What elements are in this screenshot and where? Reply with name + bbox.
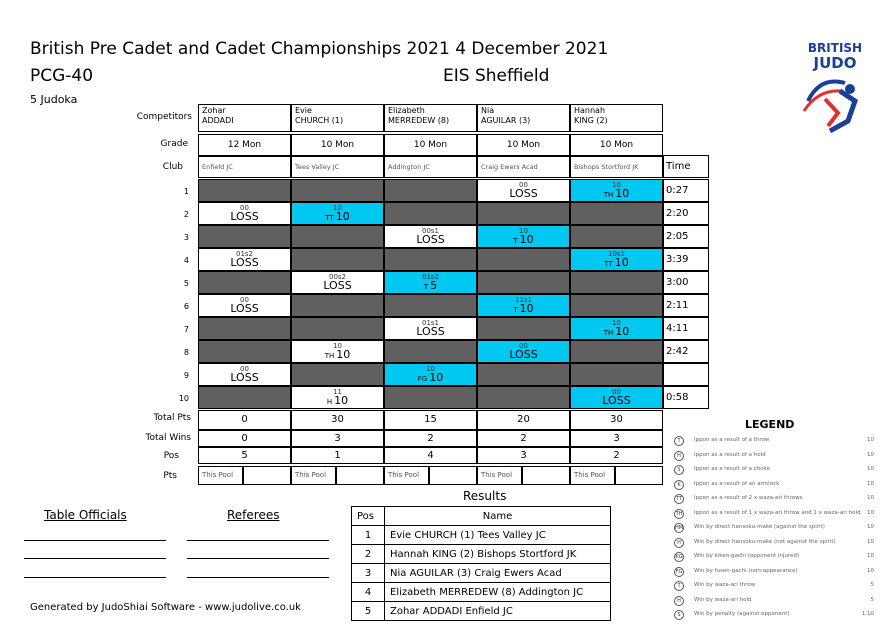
legend-list (674, 436, 874, 625)
legend-text: Ippon as a result of a hold (694, 451, 766, 458)
legend-code-icon: S (674, 610, 684, 620)
legend-text: Ippon as a result of a choke (694, 466, 771, 472)
match-score: 10 (426, 365, 435, 373)
legend-points: 10 (867, 538, 874, 545)
position: 3 (477, 447, 570, 464)
results-table (351, 506, 611, 621)
win-type-icon: H (326, 398, 333, 406)
match-result-value: 10 (335, 210, 350, 223)
match-score: 10 (612, 181, 621, 189)
match-cell (570, 363, 663, 386)
round-number: 7 (183, 325, 189, 334)
match-result-value: 10 (615, 325, 630, 338)
result-name: Zohar ADDADI Enfield JC (385, 602, 611, 621)
match-cell (477, 271, 570, 294)
competitor-last-name: ADDADI (202, 116, 234, 125)
match-cell (291, 294, 384, 317)
legend-points: 10 (867, 451, 874, 458)
legend-points: 10 (867, 553, 874, 559)
signature-line (187, 558, 329, 559)
match-result-value: LOSS (416, 233, 445, 246)
match-score: 01s1 (421, 319, 439, 327)
match-cell (384, 386, 477, 409)
match-result (199, 371, 290, 384)
match-result-value: LOSS (509, 187, 538, 200)
round-number: 5 (183, 279, 189, 288)
legend-points: 10 (867, 495, 874, 501)
pool-points-blank (522, 466, 570, 485)
logo-text-1: BRITISH (807, 41, 863, 55)
total-wins: 3 (291, 430, 384, 447)
competitor-last-name: AGUILAR (3) (481, 116, 531, 125)
label-club: Club (162, 162, 183, 172)
match-cell (198, 317, 291, 340)
competitor-grade: 10 Mon (570, 134, 663, 156)
match-result (478, 302, 569, 315)
judo-figure-icon (800, 71, 870, 141)
logo-text-2: JUDO (813, 54, 857, 72)
match-cell (570, 340, 663, 363)
venue-label: EIS Sheffield (443, 66, 550, 86)
legend-points: 10 (867, 466, 874, 472)
match-cell (384, 340, 477, 363)
competitor-club: Addington JC (384, 156, 477, 178)
round-number: 8 (183, 348, 189, 357)
legend-item (674, 465, 874, 480)
label-grade: Grade (160, 139, 188, 149)
match-cell (291, 271, 384, 294)
judoka-count: 5 Judoka (30, 93, 78, 106)
win-type-icon: T (513, 306, 518, 314)
match-result (292, 348, 383, 361)
win-type-icon: TT (604, 260, 613, 268)
legend-title: LEGEND (745, 418, 795, 431)
match-result-value: 10 (519, 233, 534, 246)
round-number: 9 (183, 371, 189, 380)
result-name: Evie CHURCH (1) Tees Valley JC (385, 526, 611, 545)
total-wins: 2 (384, 430, 477, 447)
match-cell (477, 179, 570, 202)
competitor-grade: 10 Mon (384, 134, 477, 156)
legend-text: Win by waza-ari hold (694, 596, 752, 603)
result-pos: 3 (352, 564, 385, 583)
round-number: 10 (178, 394, 189, 403)
legend-code-icon: H (674, 596, 684, 606)
match-score: 00s2 (328, 273, 346, 281)
competitor-first-name: Zohar (202, 106, 226, 115)
match-cell (291, 386, 384, 409)
match-score: 10 (333, 342, 342, 350)
pool-points: This Pool (570, 466, 615, 485)
legend-code-icon: H (674, 538, 684, 548)
legend-text: Win by waza-ari throw (694, 582, 756, 588)
pool-points: This Pool (384, 466, 429, 485)
legend-text: Win by fusen-gachi (non-appearance) (694, 567, 798, 574)
results-title: Results (463, 489, 507, 503)
result-pos: 2 (352, 545, 385, 564)
competitor-club: Bishops Stortford JK (570, 156, 663, 178)
match-cell (198, 363, 291, 386)
match-cell (291, 363, 384, 386)
position: 4 (384, 447, 477, 464)
pool-points-blank (615, 466, 663, 485)
match-time: 2:11 (663, 294, 709, 317)
match-time (663, 363, 709, 386)
match-time: 4:11 (663, 317, 709, 340)
legend-points: 5 (870, 596, 874, 603)
match-time: 2:20 (663, 202, 709, 225)
legend-code-icon: T (674, 581, 684, 591)
competitor-header (570, 104, 663, 132)
match-score: 00 (240, 365, 249, 373)
match-cell (384, 294, 477, 317)
legend-item (674, 523, 874, 538)
round-number: 6 (183, 302, 189, 311)
legend-points: 10 (867, 524, 874, 530)
results-row (352, 545, 611, 564)
match-cell (291, 340, 384, 363)
match-result (571, 325, 662, 338)
legend-item (674, 451, 874, 466)
match-result (199, 302, 290, 315)
match-result-value: LOSS (602, 394, 631, 407)
match-score: 11 (333, 388, 342, 396)
match-cell (477, 225, 570, 248)
total-points: 30 (291, 410, 384, 430)
legend-item (674, 436, 874, 451)
legend-code-icon: TT (675, 496, 683, 502)
competitor-last-name: MERREDEW (8) (388, 116, 450, 125)
match-score: 00 (519, 342, 528, 350)
position: 2 (570, 447, 663, 464)
legend-code-icon: KG (675, 554, 683, 560)
legend-code-icon: K (674, 480, 684, 490)
win-type-icon: FG (417, 375, 428, 383)
match-result (292, 394, 383, 407)
legend-item (674, 494, 874, 509)
match-cell (384, 202, 477, 225)
label-pos: Pos (163, 451, 179, 461)
match-cell (477, 202, 570, 225)
competitor-header (477, 104, 570, 132)
results-col-name: Name (385, 507, 611, 526)
results-row (352, 602, 611, 621)
label-pts: Pts (163, 471, 177, 481)
british-judo-logo (800, 42, 870, 142)
match-score: 10s1 (607, 250, 625, 258)
match-result (199, 210, 290, 223)
legend-code-icon: FG (675, 568, 683, 575)
results-row (352, 583, 611, 602)
win-type-icon: T (513, 237, 518, 245)
match-cell (198, 386, 291, 409)
result-name: Hannah KING (2) Bishops Stortford JK (385, 545, 611, 564)
match-cell (198, 248, 291, 271)
pool-points-blank (336, 466, 384, 485)
match-score: 00s1 (421, 227, 439, 235)
match-cell (384, 179, 477, 202)
pool-points: This Pool (291, 466, 336, 485)
results-row (352, 526, 611, 545)
win-type-icon: TH (603, 329, 614, 337)
match-result (292, 210, 383, 223)
match-cell (477, 363, 570, 386)
referees-label: Referees (227, 508, 280, 522)
match-cell (570, 248, 663, 271)
match-score: 00 (612, 388, 621, 396)
match-cell (291, 202, 384, 225)
match-cell (570, 294, 663, 317)
match-cell (570, 317, 663, 340)
legend-text: Ippon as a result of 1 x waza-ari throw and 1 x waza-ari hold (694, 509, 861, 516)
label-competitors: Competitors (136, 112, 192, 122)
signature-line (24, 558, 166, 559)
match-cell (384, 225, 477, 248)
result-pos: 4 (352, 583, 385, 602)
competitor-last-name: CHURCH (1) (295, 116, 344, 125)
total-wins: 2 (477, 430, 570, 447)
results-header-row (352, 507, 611, 526)
signature-line (187, 577, 329, 578)
pool-points: This Pool (198, 466, 243, 485)
match-result (199, 256, 290, 269)
legend-points: 10 (867, 480, 874, 487)
match-result-value: 10 (334, 394, 349, 407)
match-result-value: 10 (614, 256, 629, 269)
match-cell (570, 386, 663, 409)
round-number: 4 (183, 256, 189, 265)
legend-item (674, 610, 874, 625)
match-score: 01s2 (235, 250, 253, 258)
match-result-value: LOSS (230, 256, 259, 269)
legend-item (674, 509, 874, 524)
legend-code-icon: S (674, 465, 684, 475)
match-cell (477, 248, 570, 271)
legend-text: Win by kiken-gachi (opponent injured) (694, 553, 800, 559)
competitor-header (291, 104, 384, 132)
match-cell (291, 248, 384, 271)
match-cell (384, 271, 477, 294)
competitor-last-name: KING (2) (574, 116, 608, 125)
legend-points: 1,10 (861, 611, 874, 617)
pool-points: This Pool (477, 466, 522, 485)
label-total-pts: Total Pts (153, 413, 191, 423)
legend-item (674, 581, 874, 596)
match-score: 00 (519, 181, 528, 189)
legend-points: 10 (867, 437, 874, 443)
match-result-value: LOSS (230, 371, 259, 384)
match-score: 00 (240, 296, 249, 304)
position: 1 (291, 447, 384, 464)
signature-line (24, 540, 166, 541)
legend-points: 10 (867, 567, 874, 574)
match-result-value: 5 (430, 279, 438, 292)
match-result (571, 187, 662, 200)
pool-points-blank (429, 466, 477, 485)
match-score: 11s1 (514, 296, 532, 304)
result-name: Elizabeth MERREDEW (8) Addington JC (385, 583, 611, 602)
legend-points: 10 (867, 509, 874, 516)
legend-text: Win by direct hansoku-make (not against the spirit) (694, 538, 836, 545)
match-score: 10 (519, 227, 528, 235)
match-cell (384, 317, 477, 340)
match-result-value: 10 (519, 302, 534, 315)
legend-item (674, 596, 874, 611)
win-type-icon: TH (603, 191, 614, 199)
competitor-club: Tees Valley JC (291, 156, 384, 178)
signature-line (187, 540, 329, 541)
match-cell (384, 363, 477, 386)
total-wins: 0 (198, 430, 291, 447)
match-cell (198, 340, 291, 363)
match-cell (570, 202, 663, 225)
legend-item (674, 567, 874, 582)
legend-text: Ippon as a result of an armlock (694, 480, 780, 487)
match-cell (570, 225, 663, 248)
legend-code-icon: T (674, 436, 684, 446)
footer-text: Generated by JudoShiai Software - www.judolive.co.uk (30, 602, 301, 613)
legend-code-icon: HM (675, 525, 684, 531)
match-cell (198, 202, 291, 225)
match-time: 0:58 (663, 386, 709, 409)
total-points: 30 (570, 410, 663, 430)
round-number: 3 (183, 233, 189, 242)
label-total-wins: Total Wins (145, 433, 191, 443)
match-time: 3:39 (663, 248, 709, 271)
competitor-header (198, 104, 291, 132)
round-number: 2 (183, 210, 189, 219)
match-cell (570, 271, 663, 294)
match-score: 01s2 (421, 273, 439, 281)
match-result-value: LOSS (416, 325, 445, 338)
match-cell (477, 294, 570, 317)
total-points: 15 (384, 410, 477, 430)
match-cell (477, 340, 570, 363)
match-result (571, 256, 662, 269)
match-cell (291, 317, 384, 340)
legend-text: Ippon as a result of 2 x waza-ari throws (694, 495, 803, 501)
result-pos: 5 (352, 602, 385, 621)
win-type-icon: TH (324, 352, 335, 360)
match-result-value: 10 (615, 187, 630, 200)
results-row (352, 564, 611, 583)
match-time: 2:42 (663, 340, 709, 363)
match-score: 10 (333, 204, 342, 212)
time-header: Time (663, 155, 709, 178)
match-result-value: 10 (429, 371, 444, 384)
win-type-icon: T (423, 283, 429, 291)
page-title: British Pre Cadet and Cadet Championships 2021 4 December 2021 (30, 39, 609, 59)
match-result-value: LOSS (509, 348, 538, 361)
competitor-grade: 10 Mon (477, 134, 570, 156)
legend-item (674, 552, 874, 567)
match-cell (291, 179, 384, 202)
match-result-value: 10 (336, 348, 351, 361)
match-time: 2:05 (663, 225, 709, 248)
match-time: 0:27 (663, 179, 709, 202)
competitor-first-name: Elizabeth (388, 106, 425, 115)
match-cell (291, 225, 384, 248)
total-points: 0 (198, 410, 291, 430)
legend-code-icon: TH (675, 510, 683, 517)
competitor-header (384, 104, 477, 132)
competitor-club: Craig Ewers Acad (477, 156, 570, 178)
match-result (385, 233, 476, 246)
legend-text: Win by direct hansoku-make (against the spirit) (694, 524, 825, 530)
match-result (571, 394, 662, 407)
match-result-value: LOSS (230, 210, 259, 223)
category-label: PCG-40 (30, 66, 94, 86)
result-pos: 1 (352, 526, 385, 545)
round-number: 1 (183, 187, 189, 196)
match-score: 10 (612, 319, 621, 327)
match-result (385, 371, 476, 384)
result-name: Nia AGUILAR (3) Craig Ewers Acad (385, 564, 611, 583)
legend-text: Ippon as a result of a throw (694, 437, 770, 443)
competitor-first-name: Hannah (574, 106, 606, 115)
match-cell (198, 179, 291, 202)
signature-line (24, 577, 166, 578)
pool-points-blank (243, 466, 291, 485)
results-col-pos: Pos (352, 507, 385, 526)
match-time: 3:00 (663, 271, 709, 294)
table-officials-label: Table Officials (44, 508, 127, 522)
match-cell (477, 386, 570, 409)
position: 5 (198, 447, 291, 464)
match-result (292, 279, 383, 292)
match-cell (198, 225, 291, 248)
match-result (385, 325, 476, 338)
competitor-first-name: Nia (481, 106, 495, 115)
match-cell (198, 271, 291, 294)
legend-item (674, 480, 874, 495)
match-result (385, 279, 476, 292)
competitor-grade: 12 Mon (198, 134, 291, 156)
legend-text: Win by penalty (against opponent) (694, 611, 790, 617)
legend-item (674, 538, 874, 553)
match-score: 00 (240, 204, 249, 212)
competitor-grade: 10 Mon (291, 134, 384, 156)
match-result (478, 233, 569, 246)
total-points: 20 (477, 410, 570, 430)
match-result-value: LOSS (230, 302, 259, 315)
match-cell (570, 179, 663, 202)
match-cell (384, 248, 477, 271)
win-type-icon: TT (325, 214, 334, 222)
match-result-value: LOSS (323, 279, 352, 292)
match-cell (477, 317, 570, 340)
total-wins: 3 (570, 430, 663, 447)
match-result (478, 348, 569, 361)
match-cell (198, 294, 291, 317)
competitor-first-name: Evie (295, 106, 312, 115)
match-result (478, 187, 569, 200)
legend-code-icon: H (674, 451, 684, 461)
competitor-club: Enfield JC (198, 156, 291, 178)
legend-points: 5 (870, 582, 874, 588)
